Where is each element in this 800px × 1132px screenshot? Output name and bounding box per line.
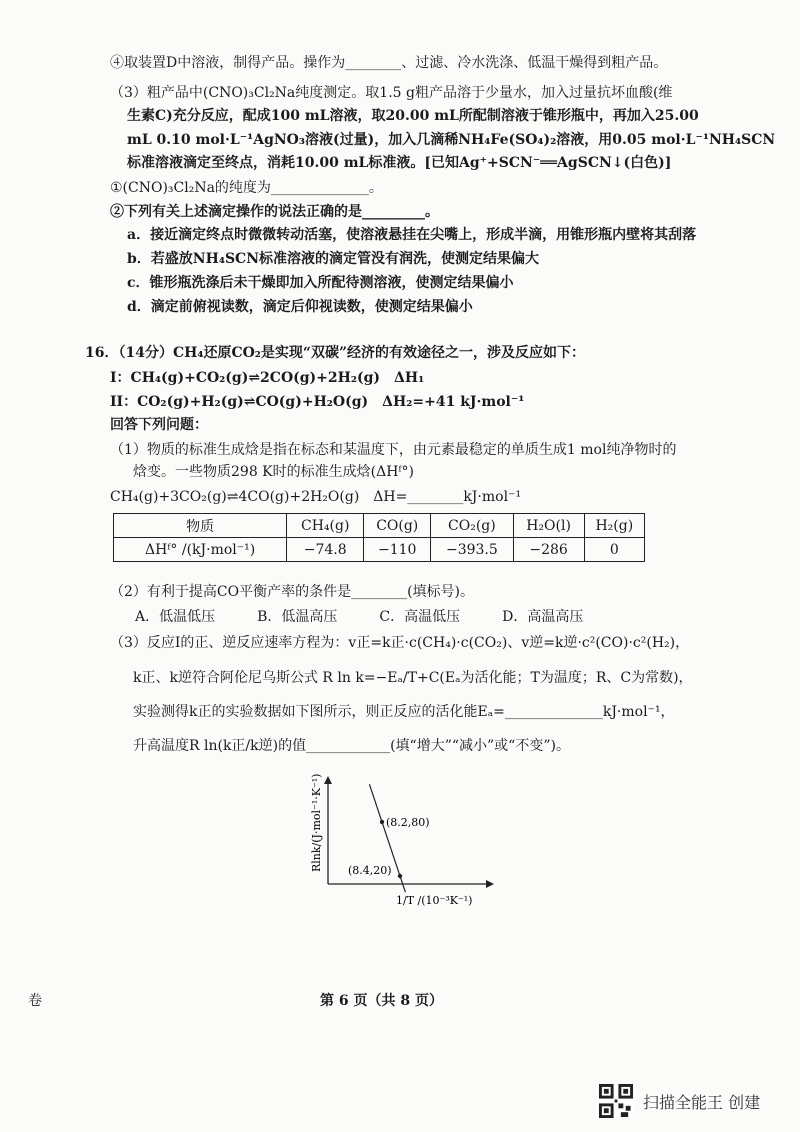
text-line: 回答下列问题： — [110, 417, 208, 433]
option-d: d．滴定前俯视读数，滴定后仰视读数，使测定结果偏小 — [127, 299, 473, 315]
text-line: （1）物质的标准生成焓是指在标态和某温度下，由元素最稳定的单质生成1 mol纯净物时的 — [110, 442, 677, 458]
scanner-watermark: 扫描全能王 创建 — [643, 1093, 761, 1112]
question-16-title: 16．（14分）CH₄还原CO₂是实现“双碳”经济的有效途径之一，涉及反应如下： — [85, 345, 586, 361]
qr-code-icon — [599, 1084, 633, 1118]
text-line: （2）有利于提高CO平衡产率的条件是________(填标号)。 — [110, 584, 475, 600]
y-axis-label: Rlnk/(J·mol⁻¹·K⁻¹) — [310, 773, 323, 872]
options-line: A．低温低压 B．低温高压 C．高温低压 D．高温高压 — [135, 609, 584, 625]
data-point — [380, 820, 384, 824]
table-cell: H₂(g) — [584, 514, 644, 538]
data-label: (8.4,20) — [348, 864, 392, 877]
table-cell: −74.8 — [287, 538, 364, 562]
data-label: (8.2,80) — [386, 816, 430, 829]
table-cell: ΔHᶠ° /(kJ·mol⁻¹) — [114, 538, 287, 562]
text-line: ②下列有关上述滴定操作的说法正确的是_________。 — [110, 204, 439, 220]
text-line: 实验测得k正的实验数据如下图所示，则正反应的活化能Eₐ=______________kJ·mol⁻¹， — [133, 704, 675, 720]
table-row — [114, 538, 645, 562]
option-c: c．锥形瓶洗涤后未干燥即加入所配待测溶液，使测定结果偏小 — [127, 275, 514, 291]
option-a: a．接近滴定终点时微微转动活塞，使溶液悬挂在尖嘴上，形成半滴，用锥形瓶内壁将其刮落 — [127, 227, 697, 243]
text-line: k正、k逆符合阿伦尼乌斯公式 R ln k=−Eₐ/T+C(Eₐ为活化能；T为温度；R、C为常数)， — [133, 670, 693, 686]
text-line: 生素C)充分反应，配成100 mL溶液，取20.00 mL所配制溶液于锥形瓶中，再加入25.00 — [127, 108, 699, 124]
text-line: ①(CNO)₃Cl₂Na的纯度为______________。 — [110, 180, 383, 196]
reaction-2: II：CO₂(g)+H₂(g)⇌CO(g)+H₂O(g) ΔH₂=+41 kJ·mol⁻¹ — [110, 394, 525, 410]
table-cell: 0 — [584, 538, 644, 562]
text-line: CH₄(g)+3CO₂(g)⇌4CO(g)+2H₂O(g) ΔH=________kJ·mol⁻¹ — [110, 489, 522, 505]
x-axis-arrow — [486, 880, 494, 888]
table-header-row — [114, 514, 645, 538]
text-line: 焓变。一些物质298 K时的标准生成焓(ΔHᶠ°) — [133, 464, 414, 480]
table-cell: −286 — [513, 538, 584, 562]
y-axis-arrow — [324, 776, 332, 784]
page-number: 第 6 页（共 8 页） — [320, 993, 443, 1009]
data-point — [398, 874, 402, 878]
text-line: （3）反应I的正、逆反应速率方程为：v正=k正·c(CH₄)·c(CO₂)、v逆=k逆·c²(CO)·c²(H₂)， — [110, 635, 690, 651]
table-cell: −110 — [364, 538, 431, 562]
rlnk-chart — [298, 772, 498, 910]
table-cell: CO₂(g) — [431, 514, 513, 538]
table-cell: H₂O(l) — [513, 514, 584, 538]
text-line: （3）粗产品中(CNO)₃Cl₂Na纯度测定。取1.5 g粗产品溶于少量水，加入过量抗坏血酸(维 — [110, 85, 673, 101]
text-line: ④取装置D中溶液，制得产品。操作为________、过滤、冷水洗涤、低温干燥得到粗产品。 — [110, 55, 668, 71]
table-cell: 物质 — [114, 514, 287, 538]
text-line: 升高温度R ln(k正/k逆)的值____________(填“增大”“减小”或“不变”)。 — [133, 738, 570, 754]
reaction-1: I：CH₄(g)+CO₂(g)⇌2CO(g)+2H₂(g) ΔH₁ — [110, 370, 425, 386]
text-line: mL 0.10 mol·L⁻¹AgNO₃溶液(过量)，加入几滴稀NH₄Fe(SO₄)₂溶液，用0.05 mol·L⁻¹NH₄SCN — [127, 132, 776, 148]
option-b: b．若盛放NH₄SCN标准溶液的滴定管没有润洗，使测定结果偏大 — [127, 251, 539, 267]
table-cell: CH₄(g) — [287, 514, 364, 538]
text-line: 标准溶液滴定至终点，消耗10.00 mL标准液。[已知Ag⁺+SCN⁻══AgSCN↓(白色)] — [127, 155, 672, 171]
enthalpy-table — [113, 513, 645, 562]
footer-left: 卷 — [28, 993, 42, 1009]
x-axis-label: 1/T /(10⁻³K⁻¹) — [396, 894, 473, 907]
table-cell: CO(g) — [364, 514, 431, 538]
table-cell: −393.5 — [431, 538, 513, 562]
